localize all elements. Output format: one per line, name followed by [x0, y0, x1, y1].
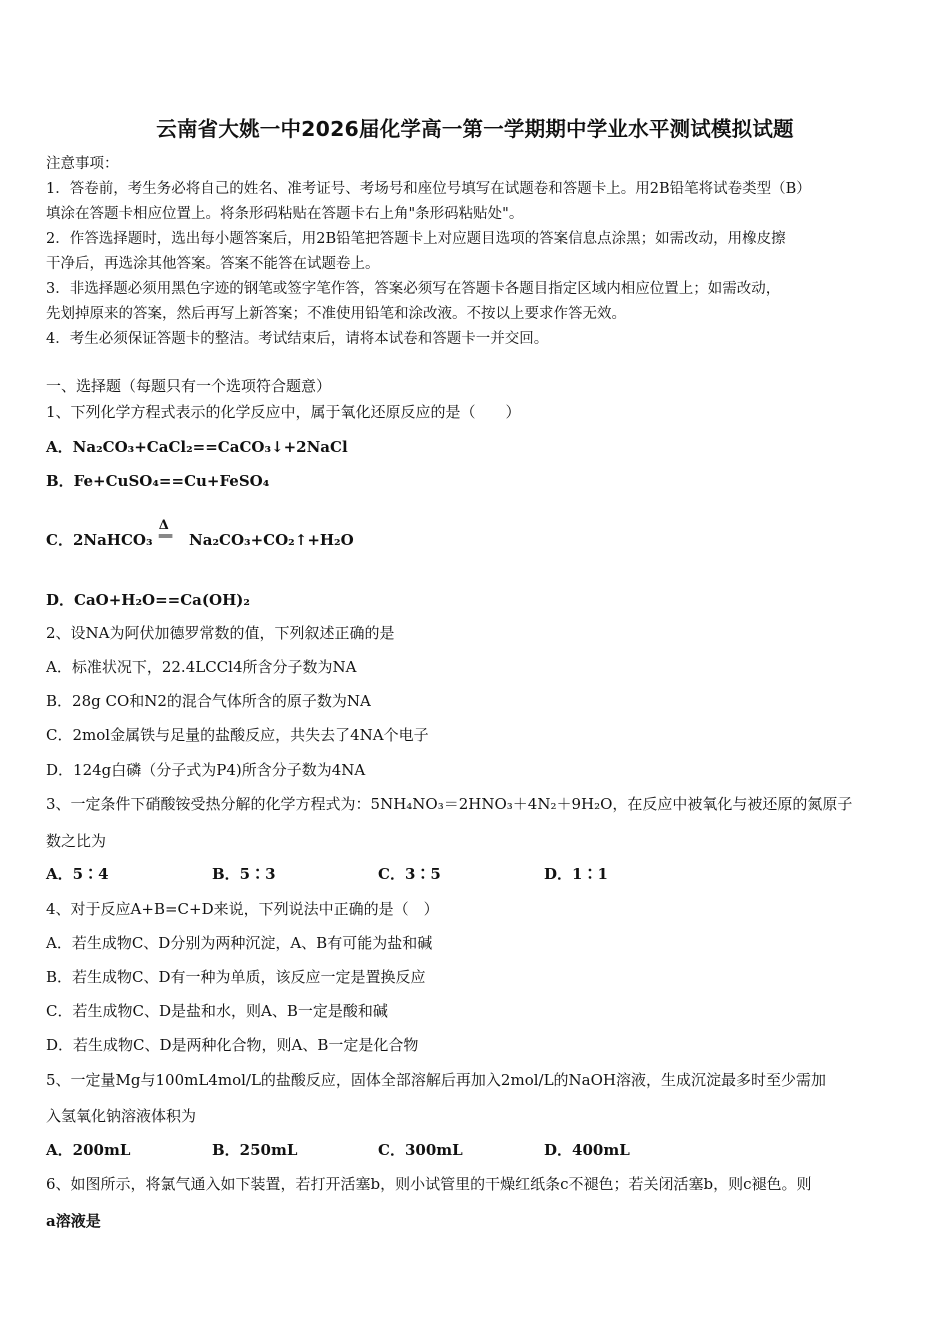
question-6-stem-cont: a溶液是	[46, 1212, 101, 1230]
section-heading: 一、选择题（每题只有一个选项符合题意）	[46, 377, 332, 395]
question-1-option-c	[46, 518, 354, 550]
question-3-option-a: A．5∶4	[46, 865, 109, 883]
question-5-stem: 5、一定量Mg与100mL4mol/L的盐酸反应，固体全部溶解后再加入2mol/L的NaOH溶液，生成沉淀最多时至少需加	[46, 1071, 826, 1089]
question-2-option-b: B．28g CO和N2的混合气体所含的原子数为NA	[46, 692, 371, 710]
question-3-stem: 3、一定条件下硝酸铵受热分解的化学方程式为：5NH₄NO₃＝2HNO₃＋4N₂＋9H₂O，在反应中被氧化与被还原的氮原子	[46, 795, 853, 813]
question-4-stem: 4、对于反应A+B=C+D来说，下列说法中正确的是（ ）	[46, 900, 439, 918]
equals-bar: ══	[158, 529, 172, 543]
notice-line: 1．答卷前，考生务必将自己的姓名、准考证号、考场号和座位号填写在试题卷和答题卡上。用2B铅笔将试卷类型（B）	[46, 181, 811, 197]
exam-title: 云南省大姚一中2026届化学高一第一学期期中学业水平测试模拟试题	[156, 117, 794, 141]
question-4-option-c: C．若生成物C、D是盐和水，则A、B一定是酸和碱	[46, 1002, 388, 1020]
question-2-stem: 2、设NA为阿伏加德罗常数的值，下列叙述正确的是	[46, 624, 395, 642]
question-2-option-c: C．2mol金属铁与足量的盐酸反应，共失去了4NA个电子	[46, 726, 429, 744]
question-6-stem: 6、如图所示，将氯气通入如下装置，若打开活塞b，则小试管里的干燥红纸条c不褪色；若关闭活塞b，则c褪色。则	[46, 1175, 812, 1193]
question-1-option-d: D．CaO+H₂O==Ca(OH)₂	[46, 591, 250, 609]
question-5-option-d: D．400mL	[544, 1141, 630, 1159]
question-2-option-d: D．124g白磷（分子式为P4)所含分子数为4NA	[46, 761, 366, 779]
question-5-stem-cont: 入氢氧化钠溶液体积为	[46, 1107, 197, 1125]
question-5-option-b: B．250mL	[212, 1141, 298, 1159]
question-4-option-d: D．若生成物C、D是两种化合物，则A、B一定是化合物	[46, 1036, 419, 1054]
question-1-option-b: B．Fe+CuSO₄==Cu+FeSO₄	[46, 472, 270, 490]
notice-line: 4．考生必须保证答题卡的整洁。考试结束后，请将本试卷和答题卡一并交回。	[46, 331, 549, 347]
notice-line: 先划掉原来的答案，然后再写上新答案；不准使用铅笔和涂改液。不按以上要求作答无效。	[46, 306, 626, 322]
notice-heading: 注意事项：	[46, 156, 119, 172]
option-c-products: Na₂CO₃+CO₂↑+H₂O	[189, 531, 354, 549]
question-3-option-c: C．3∶5	[378, 865, 441, 883]
question-4-option-b: B．若生成物C、D有一种为单质，该反应一定是置换反应	[46, 968, 426, 986]
question-3-options	[46, 863, 710, 884]
question-5-options	[46, 1139, 710, 1160]
notice-line: 干净后，再选涂其他答案。答案不能答在试题卷上。	[46, 256, 380, 272]
delta-symbol: Δ	[158, 518, 169, 533]
question-2-option-a: A．标准状况下，22.4LCCl4所含分子数为NA	[46, 658, 357, 676]
question-3-option-d: D．1∶1	[544, 865, 608, 883]
notice-line: 填涂在答题卡相应位置上。将条形码粘贴在答题卡右上角"条形码粘贴处"。	[46, 206, 524, 222]
question-4-option-a: A．若生成物C、D分别为两种沉淀，A、B有可能为盐和碱	[46, 934, 433, 952]
question-1-option-a: A．Na₂CO₃+CaCl₂==CaCO₃↓+2NaCl	[46, 438, 348, 456]
question-5-option-c: C．300mL	[378, 1141, 463, 1159]
option-c-reactant: C．2NaHCO₃	[46, 531, 153, 549]
question-1-stem: 1、下列化学方程式表示的化学反应中，属于氧化还原反应的是（ ）	[46, 403, 521, 421]
question-3-option-b: B．5∶3	[212, 865, 276, 883]
notice-line: 3．非选择题必须用黑色字迹的钢笔或签字笔作答，答案必须写在答题卡各题目指定区域内相应位置上；如需改动，	[46, 281, 781, 297]
question-5-option-a: A．200mL	[46, 1141, 131, 1159]
question-3-stem-cont: 数之比为	[46, 832, 107, 850]
notice-line: 2．作答选择题时，选出每小题答案后，用2B铅笔把答题卡上对应题目选项的答案信息点涂黑；如需改动，用橡皮擦	[46, 231, 786, 247]
